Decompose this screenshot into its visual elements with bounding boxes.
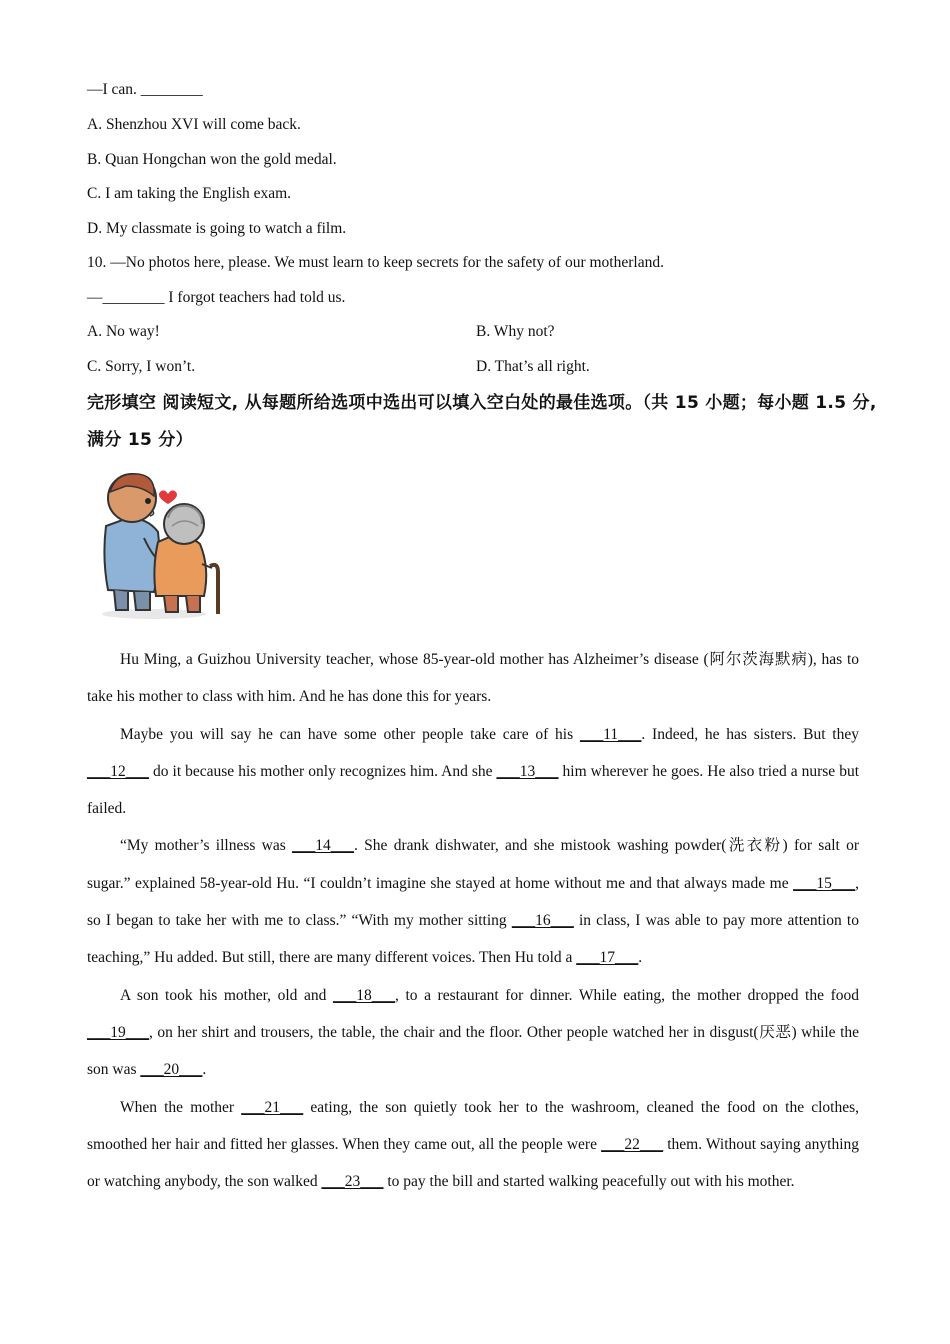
passage [87, 641, 859, 1200]
q9-reply: —I can. ________ [87, 81, 203, 98]
blank-15: ___15___ [793, 874, 856, 892]
blank-23: ___23___ [321, 1173, 384, 1191]
p5b-text: eating, the son quietly took her to the washroom, cleaned the food on the clothes, smoothed her hair and fitted her glasses. When they came out, all the people were [87, 1098, 859, 1153]
passage-paragraph-3 [87, 827, 859, 976]
q10-option-c: C. Sorry, I won’t. [87, 358, 196, 375]
p4b-text: , to a restaurant for dinner. While eating, the mother dropped the food [394, 986, 859, 1004]
p5c-text: them. Without saying anything or watching anybody, the son walked [87, 1135, 859, 1191]
p5d-text: to pay the bill and started walking peacefully out with his mother. [383, 1173, 795, 1191]
passage-paragraph-1 [87, 641, 859, 716]
q10-option-b: B. Why not? [476, 323, 555, 340]
blank-17: ___17___ [576, 949, 639, 967]
p5a-text: When the mother [120, 1098, 242, 1116]
passage-paragraph-4 [87, 977, 859, 1089]
q10-option-a: A. No way! [87, 323, 160, 340]
q9-option-b: B. Quan Hongchan won the gold medal. [87, 151, 337, 168]
section-heading: 完形填空 阅读短文, 从每题所给选项中选出可以填入空白处的最佳选项。（共 15 小题；每小题 1.5 分, 满分 15 分） [87, 393, 877, 450]
q9-option-d: D. My classmate is going to watch a film. [87, 220, 347, 237]
blank-13: ___13___ [496, 762, 559, 780]
p2b-text: . Indeed, he has sisters. But they [641, 725, 859, 743]
blank-14: ___14___ [292, 837, 355, 855]
blank-21: ___21___ [241, 1098, 304, 1116]
q10-reply: —________ I forgot teachers had told us. [87, 289, 346, 306]
p4c-text: , on her shirt and trousers, the table, the chair and the floor. Other people watched her in disgust(厌恶) while the son was [87, 1023, 859, 1079]
p3d-text: in class, I was able to pay more attention to teaching,” Hu added. But still, there are many different voices. Then Hu told a [87, 912, 859, 967]
q10-question: 10. —No photos here, please. We must learn to keep secrets for the safety of our motherland. [87, 254, 664, 271]
p1-text: Hu Ming, a Guizhou University teacher, whose 85-year-old mother has Alzheimer’s disease (阿尔茨海默病), has to take his mother to class with him. And he has done this for years. [87, 651, 859, 706]
p2a-text: Maybe you will say he can have some other people take care of his [120, 725, 580, 743]
p4a-text: A son took his mother, old and [120, 986, 333, 1004]
blank-22: ___22___ [601, 1135, 664, 1153]
p3e-text: . [638, 949, 643, 967]
p3a-text: “My mother’s illness was [120, 837, 293, 855]
p2d-text: him wherever he goes. He also tried a nurse but failed. [87, 762, 860, 818]
q9-option-a: A. Shenzhou XVI will come back. [87, 116, 301, 133]
p3c-text: , so I began to take her with me to class.” “With my mother sitting [87, 874, 859, 930]
q10-option-d: D. That’s all right. [476, 358, 590, 375]
blank-16: ___16___ [511, 912, 574, 930]
blank-18: ___18___ [332, 986, 395, 1004]
p2c-text: do it because his mother only recognizes him. And she [149, 762, 497, 780]
passage-paragraph-2 [87, 716, 859, 828]
blank-20: ___20___ [140, 1061, 203, 1079]
blank-12: ___12___ [87, 762, 149, 780]
q9-option-c: C. I am taking the English exam. [87, 185, 292, 202]
p3b-text: . She drank dishwater, and she mistook washing powder(洗衣粉) for salt or sugar.” explained 58-year-old Hu. “I couldn’t imagine she stayed at home without me and that always made me [87, 837, 859, 892]
p4d-text: . [202, 1061, 207, 1079]
blank-19: ___19___ [87, 1023, 149, 1041]
passage-paragraph-5 [87, 1089, 859, 1201]
elderly-couple-illustration [92, 468, 230, 620]
blank-11: ___11___ [579, 725, 642, 743]
